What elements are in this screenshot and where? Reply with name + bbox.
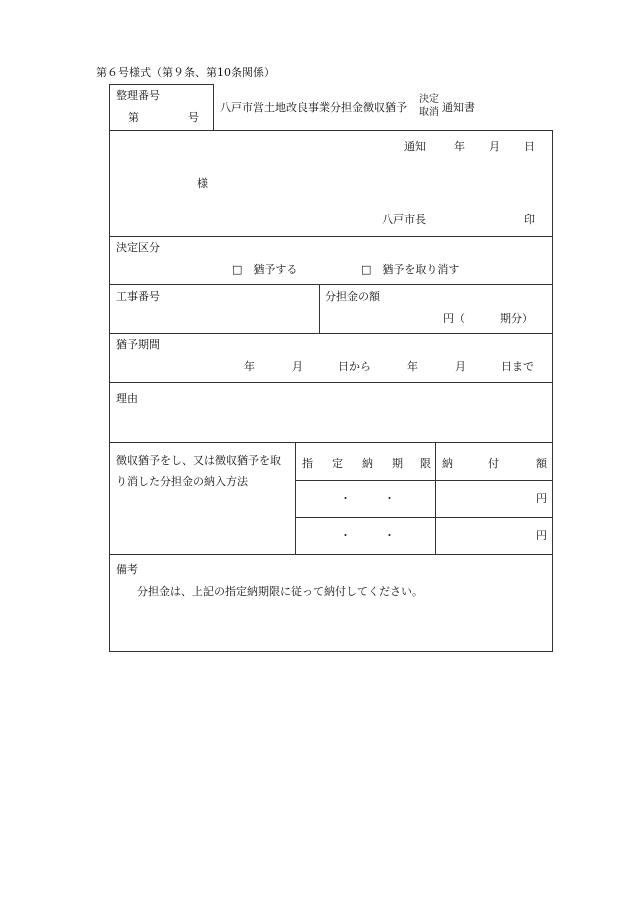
kibun-close: 期分）: [500, 312, 533, 325]
dai-label: 第: [128, 111, 139, 124]
option-torikeshi-checkbox[interactable]: □ 猶予を取り消す: [361, 263, 460, 276]
divider-payment-col1: [295, 442, 296, 554]
col-deadline-char: 限: [420, 457, 431, 470]
col-deadline-char: 定: [332, 457, 343, 470]
divider-reason: [109, 382, 553, 383]
divider-period: [109, 333, 553, 334]
seal-mark: 印: [524, 213, 535, 226]
divider-work: [109, 284, 553, 285]
title-main: 八戸市営土地改良事業分担金徴収猶予: [220, 101, 407, 114]
period-year-from: 年: [244, 360, 255, 373]
period-day-to: 日まで: [501, 360, 534, 373]
row1-yen: 円: [536, 492, 547, 505]
mayor-label: 八戸市長: [382, 213, 426, 226]
yen-open: 円（: [443, 312, 465, 325]
payment-method-line1: 徴収猶予をし、又は徴収猶予を取: [116, 454, 281, 467]
form-number: 第６号様式（第９条、第10条関係）: [96, 66, 275, 79]
period-month-from: 月: [292, 360, 303, 373]
notice-label: 通知: [404, 140, 426, 153]
col-amount-char: 納: [442, 457, 453, 470]
period-month-to: 月: [455, 360, 466, 373]
divider-remarks: [109, 554, 553, 555]
divider-payment-row1: [295, 480, 553, 481]
period-year-to: 年: [407, 360, 418, 373]
col-deadline-char: 指: [302, 457, 313, 470]
col-amount-char: 額: [536, 457, 547, 470]
col-deadline-char: 期: [392, 457, 403, 470]
gou-label: 号: [188, 111, 199, 124]
row2-date: ・ ・: [340, 529, 395, 542]
koji-number-label: 工事番号: [116, 290, 160, 303]
decision-label: 決定区分: [116, 241, 160, 254]
col-deadline-char: 納: [362, 457, 373, 470]
seiri-label: 整理番号: [116, 89, 160, 102]
row1-date: ・ ・: [340, 492, 395, 505]
notice-day: 日: [524, 140, 535, 153]
payment-method-line2: り消した分担金の納入方法: [116, 475, 248, 488]
remarks-text: 分担金は、上記の指定納期限に従って納付してください。: [137, 585, 423, 598]
divider-payment-row2: [295, 517, 553, 518]
remarks-label: 備考: [116, 563, 138, 576]
notice-month: 月: [489, 140, 500, 153]
period-day-from: 日から: [338, 360, 371, 373]
reason-label: 理由: [116, 392, 138, 405]
divider-payment-col2: [435, 442, 436, 554]
divider-decision: [109, 236, 553, 237]
period-label: 猶予期間: [116, 338, 160, 351]
title-option-torikeshi: 取消: [419, 107, 439, 118]
divider-payment: [109, 442, 553, 443]
option-yuyo-checkbox[interactable]: □ 猶予する: [232, 263, 298, 276]
notice-year: 年: [454, 140, 465, 153]
addressee-sama: 様: [197, 177, 208, 190]
title-option-kettei: 決定: [419, 94, 439, 105]
divider-work-col: [319, 284, 320, 333]
buntan-amount-label: 分担金の額: [325, 290, 380, 303]
row2-yen: 円: [536, 529, 547, 542]
col-amount-char: 付: [488, 457, 499, 470]
form-frame: [109, 130, 553, 652]
title-end: 通知書: [442, 101, 475, 114]
